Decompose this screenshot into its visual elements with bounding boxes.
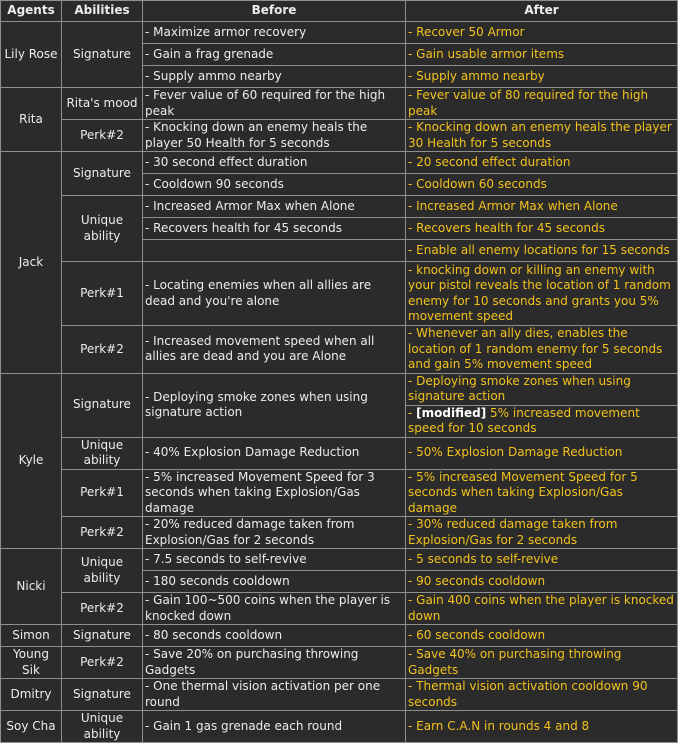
before-cell: - 80 seconds cooldown	[143, 625, 406, 647]
before-cell: - Fever value of 60 required for the high peak	[143, 88, 406, 120]
before-cell: - Deploying smoke zones when using signature action	[143, 373, 406, 437]
after-cell: - Cooldown 60 seconds	[406, 174, 678, 196]
after-cell: - 5 seconds to self-revive	[406, 549, 678, 571]
after-cell: - 30% reduced damage taken from Explosion/Gas for 2 seconds	[406, 517, 678, 549]
agent-cell: Kyle	[1, 373, 62, 549]
header-abilities: Abilities	[62, 1, 143, 22]
ability-cell: Perk#1	[62, 262, 143, 326]
ability-cell: Unique ability	[62, 549, 143, 593]
after-cell: - Save 40% on purchasing throwing Gadgets	[406, 647, 678, 679]
after-cell: - Thermal vision activation cooldown 90 seconds	[406, 679, 678, 711]
table-row	[1, 549, 678, 571]
ability-cell: Perk#2	[62, 517, 143, 549]
agent-cell: Dmitry	[1, 679, 62, 711]
after-cell: - Gain usable armor items	[406, 44, 678, 66]
before-cell: - Gain 100~500 coins when the player is knocked down	[143, 593, 406, 625]
before-cell: - 7.5 seconds to self-revive	[143, 549, 406, 571]
ability-cell: Perk#1	[62, 469, 143, 517]
after-cell: - Increased Armor Max when Alone	[406, 196, 678, 218]
table-row	[1, 711, 678, 743]
after-text: 5% increased movement speed for 10 seconds	[408, 405, 640, 435]
agent-cell: Young Sik	[1, 647, 62, 679]
table-row	[1, 196, 678, 218]
before-cell: - Save 20% on purchasing throwing Gadgets	[143, 647, 406, 679]
header-before: Before	[143, 1, 406, 22]
ability-cell: Perk#2	[62, 326, 143, 374]
before-cell: - Supply ammo nearby	[143, 66, 406, 88]
table-row	[1, 647, 678, 679]
after-cell: - knocking down or killing an enemy with your pistol reveals the location of 1 random enemy for 10 seconds and grants you 5% movement speed	[406, 262, 678, 326]
before-cell: - One thermal vision activation per one round	[143, 679, 406, 711]
ability-cell: Perk#2	[62, 120, 143, 152]
before-cell: - 20% reduced damage taken from Explosion/Gas for 2 seconds	[143, 517, 406, 549]
after-cell: - Enable all enemy locations for 15 seconds	[406, 240, 678, 262]
after-cell: - Recover 50 Armor	[406, 22, 678, 44]
after-cell: - 5% increased Movement Speed for 5 seconds when taking Explosion/Gas damage	[406, 469, 678, 517]
table-row	[1, 152, 678, 174]
ability-cell: Perk#2	[62, 647, 143, 679]
ability-cell: Unique ability	[62, 711, 143, 743]
table-row	[1, 262, 678, 326]
after-cell: - Knocking down an enemy heals the player 30 Health for 5 seconds	[406, 120, 678, 152]
before-cell: - 5% increased Movement Speed for 3 seconds when taking Explosion/Gas damage	[143, 469, 406, 517]
after-cell: - Whenever an ally dies, enables the location of 1 random enemy for 5 seconds and gain 5% movement speed	[406, 326, 678, 374]
before-cell: - Cooldown 90 seconds	[143, 174, 406, 196]
table-row	[1, 437, 678, 469]
ability-cell: Signature	[62, 679, 143, 711]
agent-cell: Nicki	[1, 549, 62, 625]
before-cell: - Maximize armor recovery	[143, 22, 406, 44]
before-cell	[143, 240, 406, 262]
after-cell: - 90 seconds cooldown	[406, 571, 678, 593]
after-prefix: -	[408, 405, 417, 420]
before-cell: - 40% Explosion Damage Reduction	[143, 437, 406, 469]
ability-cell: Signature	[62, 373, 143, 437]
before-cell: - 30 second effect duration	[143, 152, 406, 174]
header-agents: Agents	[1, 1, 62, 22]
agent-cell: Rita	[1, 88, 62, 152]
table-row	[1, 679, 678, 711]
table-row	[1, 88, 678, 120]
ability-cell: Rita's mood	[62, 88, 143, 120]
modified-tag: [modified]	[416, 405, 487, 420]
table-row	[1, 517, 678, 549]
table-row	[1, 326, 678, 374]
ability-cell: Signature	[62, 22, 143, 88]
ability-cell: Signature	[62, 625, 143, 647]
ability-cell: Signature	[62, 152, 143, 196]
agent-cell: Soy Cha	[1, 711, 62, 743]
header-after: After	[406, 1, 678, 22]
before-cell: - Knocking down an enemy heals the player 50 Health for 5 seconds	[143, 120, 406, 152]
after-cell: - Gain 400 coins when the player is knocked down	[406, 593, 678, 625]
table-row	[1, 373, 678, 405]
after-cell: - Fever value of 80 required for the high peak	[406, 88, 678, 120]
table-row	[1, 22, 678, 44]
table-row	[1, 593, 678, 625]
header-row	[1, 1, 678, 22]
after-cell: - 50% Explosion Damage Reduction	[406, 437, 678, 469]
before-cell: - Gain 1 gas grenade each round	[143, 711, 406, 743]
table-row	[1, 120, 678, 152]
ability-cell: Perk#2	[62, 593, 143, 625]
ability-cell: Unique ability	[62, 437, 143, 469]
table-row	[1, 469, 678, 517]
after-cell: - Supply ammo nearby	[406, 66, 678, 88]
before-cell: - Gain a frag grenade	[143, 44, 406, 66]
agent-cell: Jack	[1, 152, 62, 374]
after-cell	[406, 405, 678, 437]
after-cell: - Recovers health for 45 seconds	[406, 218, 678, 240]
before-cell: - Increased movement speed when all allies are dead and you are Alone	[143, 326, 406, 374]
after-cell: - Earn C.A.N in rounds 4 and 8	[406, 711, 678, 743]
agent-cell: Lily Rose	[1, 22, 62, 88]
after-cell: - 60 seconds cooldown	[406, 625, 678, 647]
before-cell: - Recovers health for 45 seconds	[143, 218, 406, 240]
before-cell: - Locating enemies when all allies are dead and you're alone	[143, 262, 406, 326]
before-cell: - 180 seconds cooldown	[143, 571, 406, 593]
table-row	[1, 625, 678, 647]
before-cell: - Increased Armor Max when Alone	[143, 196, 406, 218]
after-cell: - Deploying smoke zones when using signature action	[406, 373, 678, 405]
ability-cell: Unique ability	[62, 196, 143, 262]
agent-cell: Simon	[1, 625, 62, 647]
after-cell: - 20 second effect duration	[406, 152, 678, 174]
